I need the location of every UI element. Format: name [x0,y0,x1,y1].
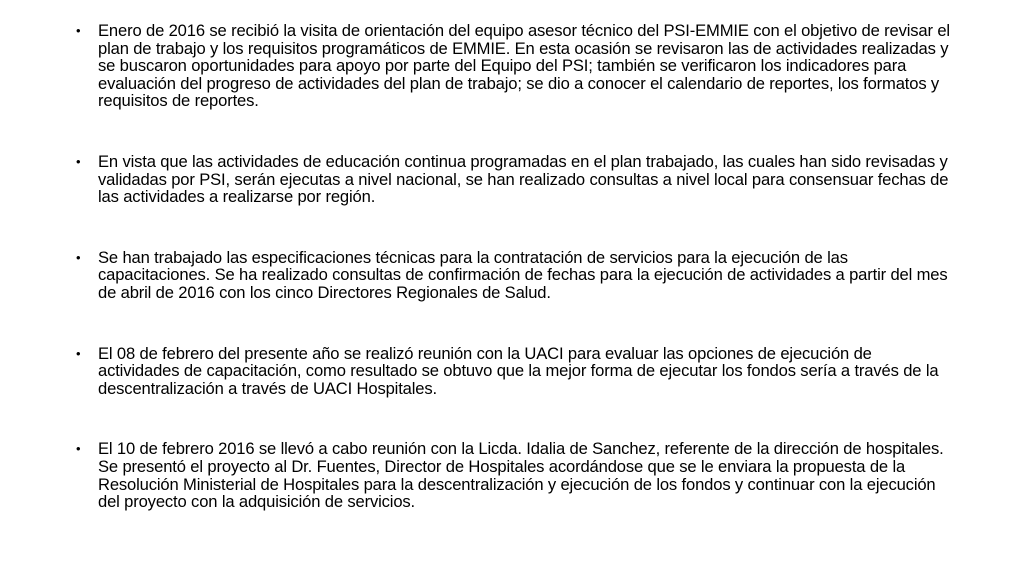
bullet-icon: • [76,23,81,38]
bullet-icon: • [76,345,81,361]
bullet-list [76,22,956,511]
bullet-text-5: El 10 de febrero 2016 se llevó a cabo reunión con la Licda. Idalia de Sanchez, referente de la dirección de hospitales. Se presentó el proyecto al Dr. Fuentes, Director de Hospitales acordándose que se le enviara la propuesta de la Resolución Ministerial de Hospitales para la descentralización y ejecución de los fondos y continuar con la ejecución del proyecto con la adquisición de servicios. [98,439,944,512]
bullet-item-2 [76,153,956,206]
bullet-item-1 [76,22,956,110]
bullet-text-3: Se han trabajado las especificaciones técnicas para la contratación de servicios para la ejecución de las capacitaciones. Se ha realizado consultas de confirmación de fechas para la ejecución de actividades a partir del mes de abril de 2016 con los cinco Directores Regionales de Salud. [98,247,948,302]
bullet-icon: • [76,441,81,457]
bullet-text-1: Enero de 2016 se recibió la visita de orientación del equipo asesor técnico del PSI-EMMIE con el objetivo de revisar el plan de trabajo y los requisitos programáticos de EMMIE. En esta ocasión se revisaron las de actividades realizadas y se buscaron oportunidades para apoyo por parte del Equipo del PSI; también se verificaron los indicadores para evaluación del progreso de actividades del plan de trabajo; se dio a conocer el calendario de reportes, los formatos y requisitos de reportes. [98,21,950,111]
bullet-item-4 [76,345,956,398]
bullet-item-3 [76,249,956,302]
bullet-icon: • [76,249,81,265]
bullet-item-5 [76,440,956,510]
bullet-icon: • [76,153,81,169]
bullet-text-2: En vista que las actividades de educación continua programadas en el plan trabajado, las cuales han sido revisadas y validadas por PSI, serán ejecutas a nivel nacional, se han realizado consultas a nivel local para consensuar fechas de las actividades a realizarse por región. [98,151,949,207]
bullet-text-4: El 08 de febrero del presente año se realizó reunión con la UACI para evaluar las opciones de ejecución de actividades de capacitación, como resultado se obtuvo que la mejor forma de ejecutar los fondos sería a través de la descentralización a través de UACI Hospitales. [98,343,939,398]
